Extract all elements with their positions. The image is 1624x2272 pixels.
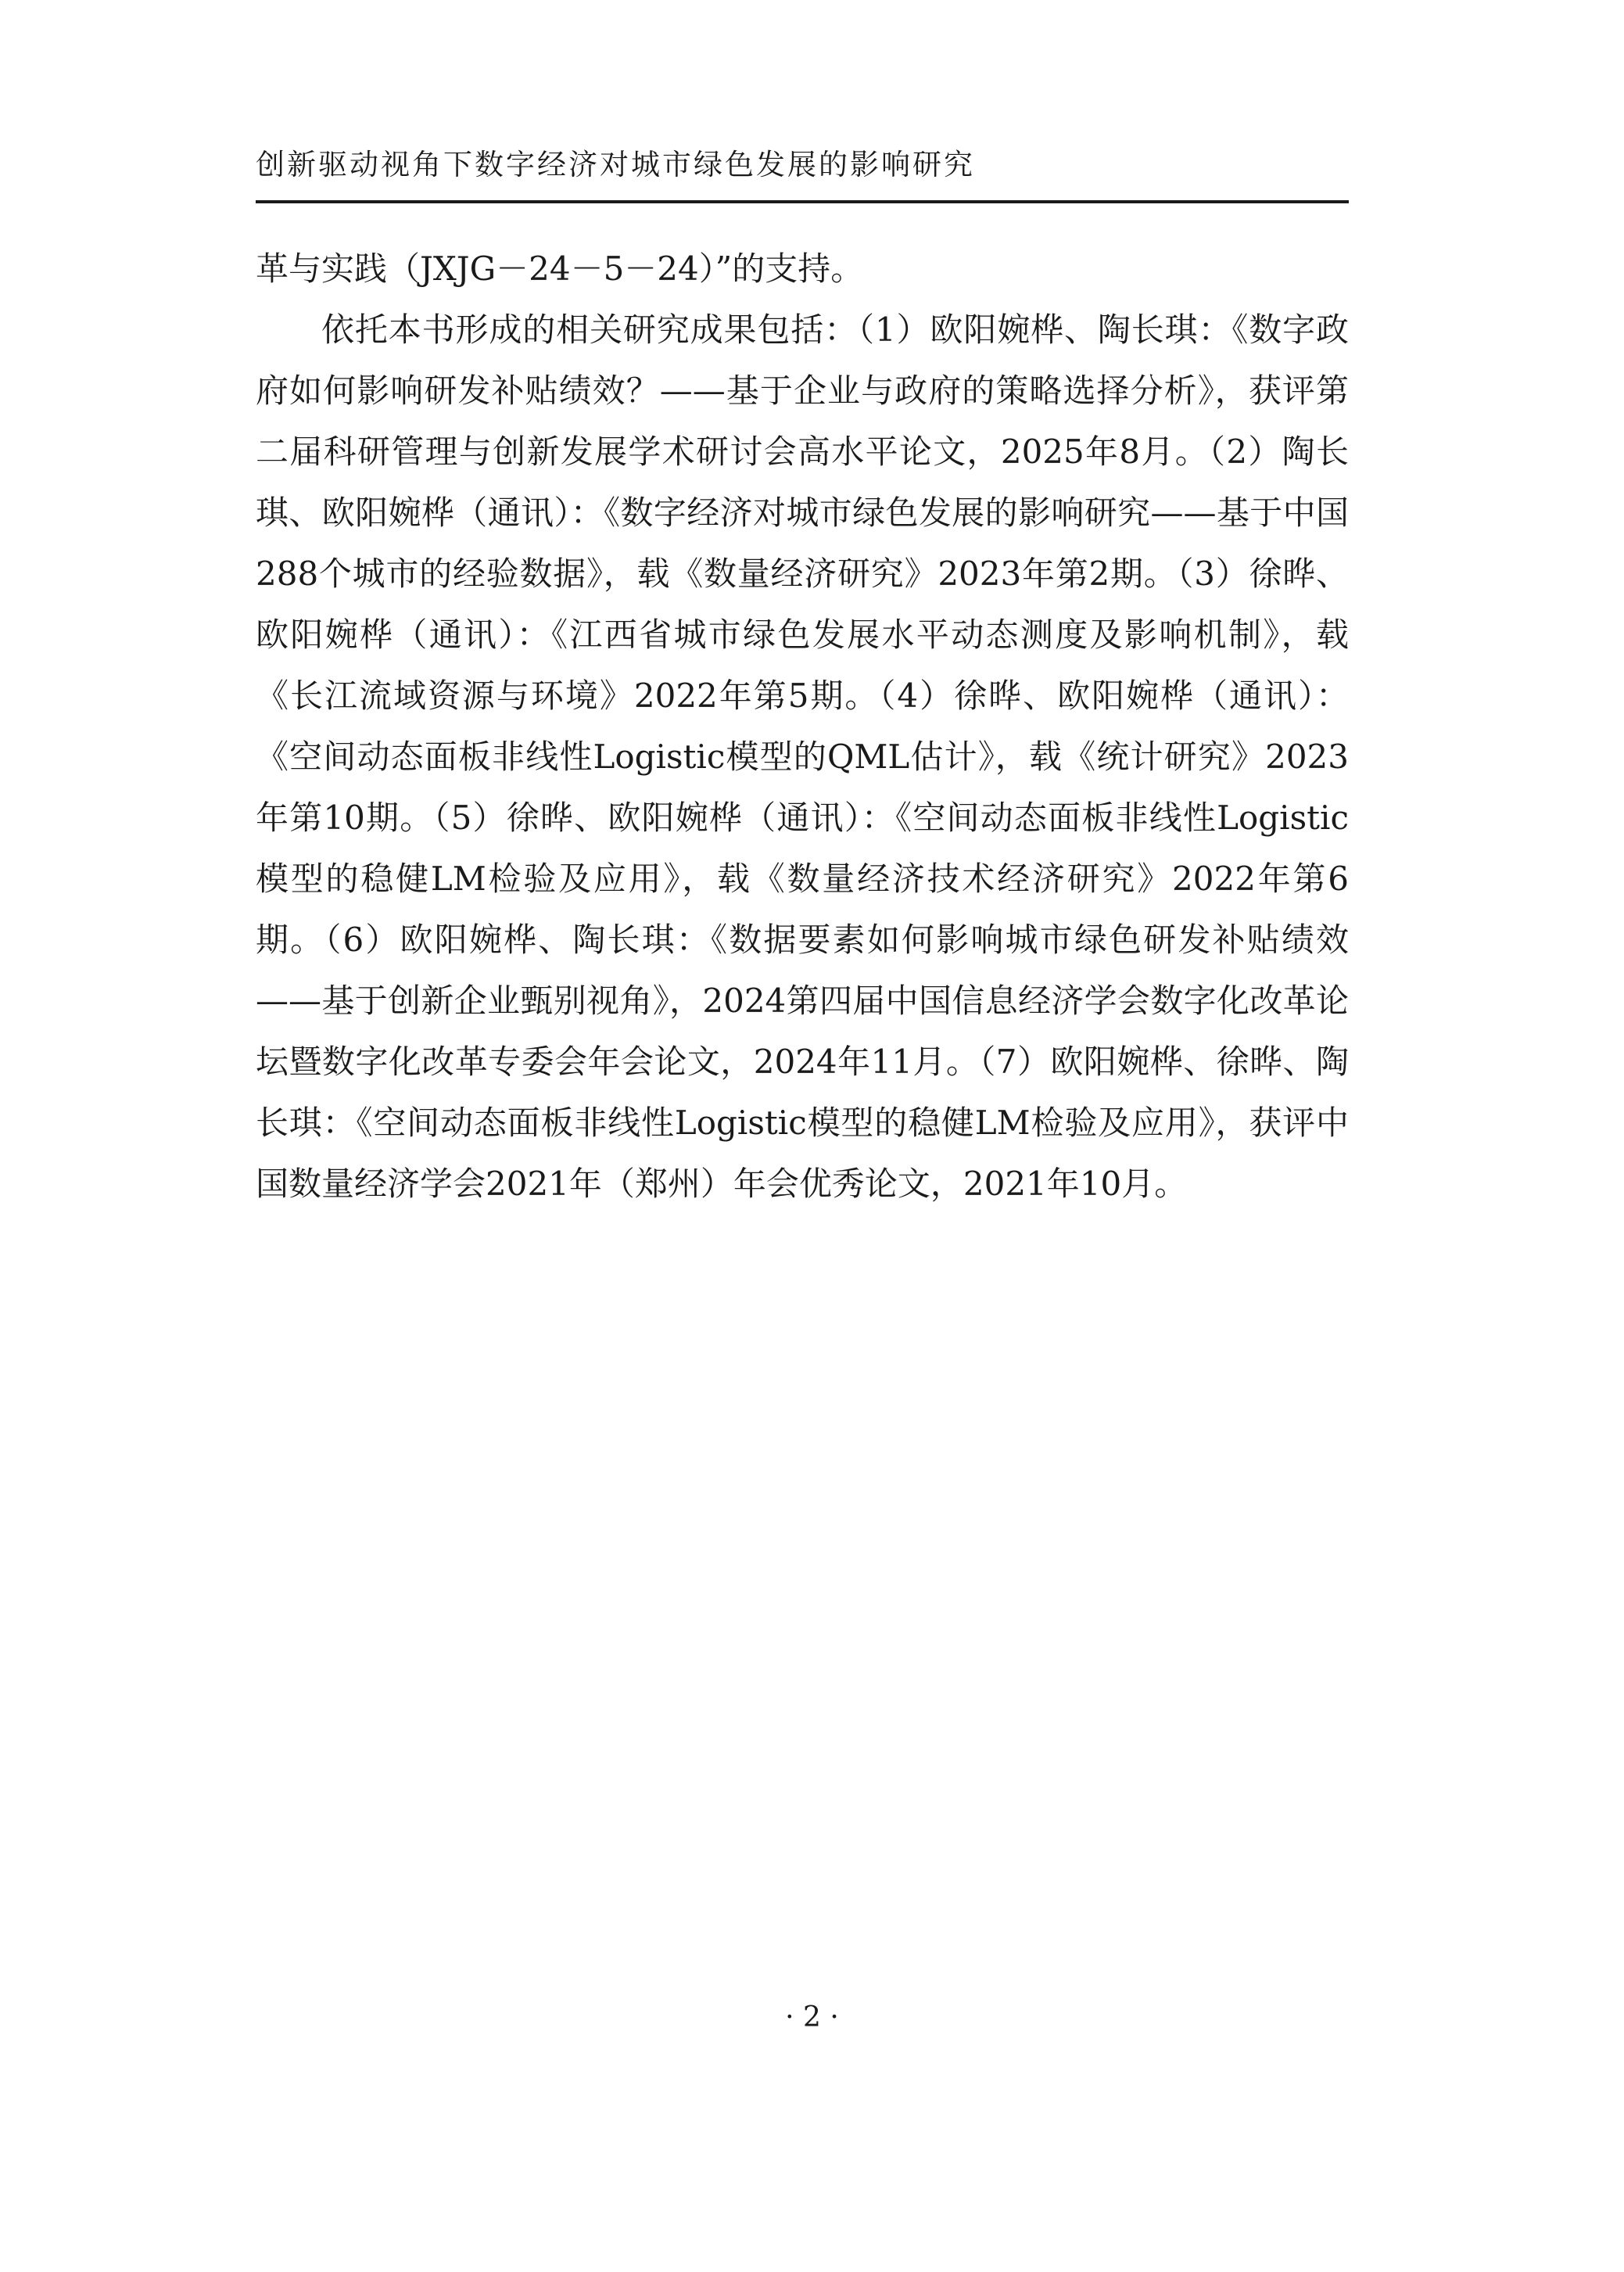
body-text <box>256 239 1349 1215</box>
paragraph-research-outputs: 依托本书形成的相关研究成果包括：（1）欧阳婉桦、陶长琪：《数字政府如何影响研发补贴绩效？——基于企业与政府的策略选择分析》，获评第二届科研管理与创新发展学术研讨会高水平论文，2025年8月。（2）陶长琪、欧阳婉桦（通讯）：《数字经济对城市绿色发展的影响研究——基于中国288个城市的经验数据》，载《数量经济研究》2023年第2期。（3）徐晔、欧阳婉桦（通讯）：《江西省城市绿色发展水平动态测度及影响机制》，载《长江流域资源与环境》2022年第5期。（4）徐晔、欧阳婉桦（通讯）：《空间动态面板非线性Logistic模型的QML估计》，载《统计研究》2023年第10期。（5）徐晔、欧阳婉桦（通讯）：《空间动态面板非线性Logistic模型的稳健LM检验及应用》，载《数量经济技术经济研究》2022年第6期。（6）欧阳婉桦、陶长琪：《数据要素如何影响城市绿色研发补贴绩效——基于创新企业甄别视角》，2024第四届中国信息经济学会数字化改革论坛暨数字化改革专委会年会论文，2024年11月。（7）欧阳婉桦、徐晔、陶长琪：《空间动态面板非线性Logistic模型的稳健LM检验及应用》，获评中国数量经济学会2021年（郑州）年会优秀论文，2021年10月。 <box>256 310 1349 1203</box>
running-header-title: 创新驱动视角下数字经济对城市绿色发展的影响研究 <box>256 148 975 181</box>
paragraph-continuation: 革与实践（JXJG－24－5－24）”的支持。 <box>256 249 864 288</box>
page-number: · 2 · <box>785 2001 839 2033</box>
header-divider <box>256 200 1349 203</box>
